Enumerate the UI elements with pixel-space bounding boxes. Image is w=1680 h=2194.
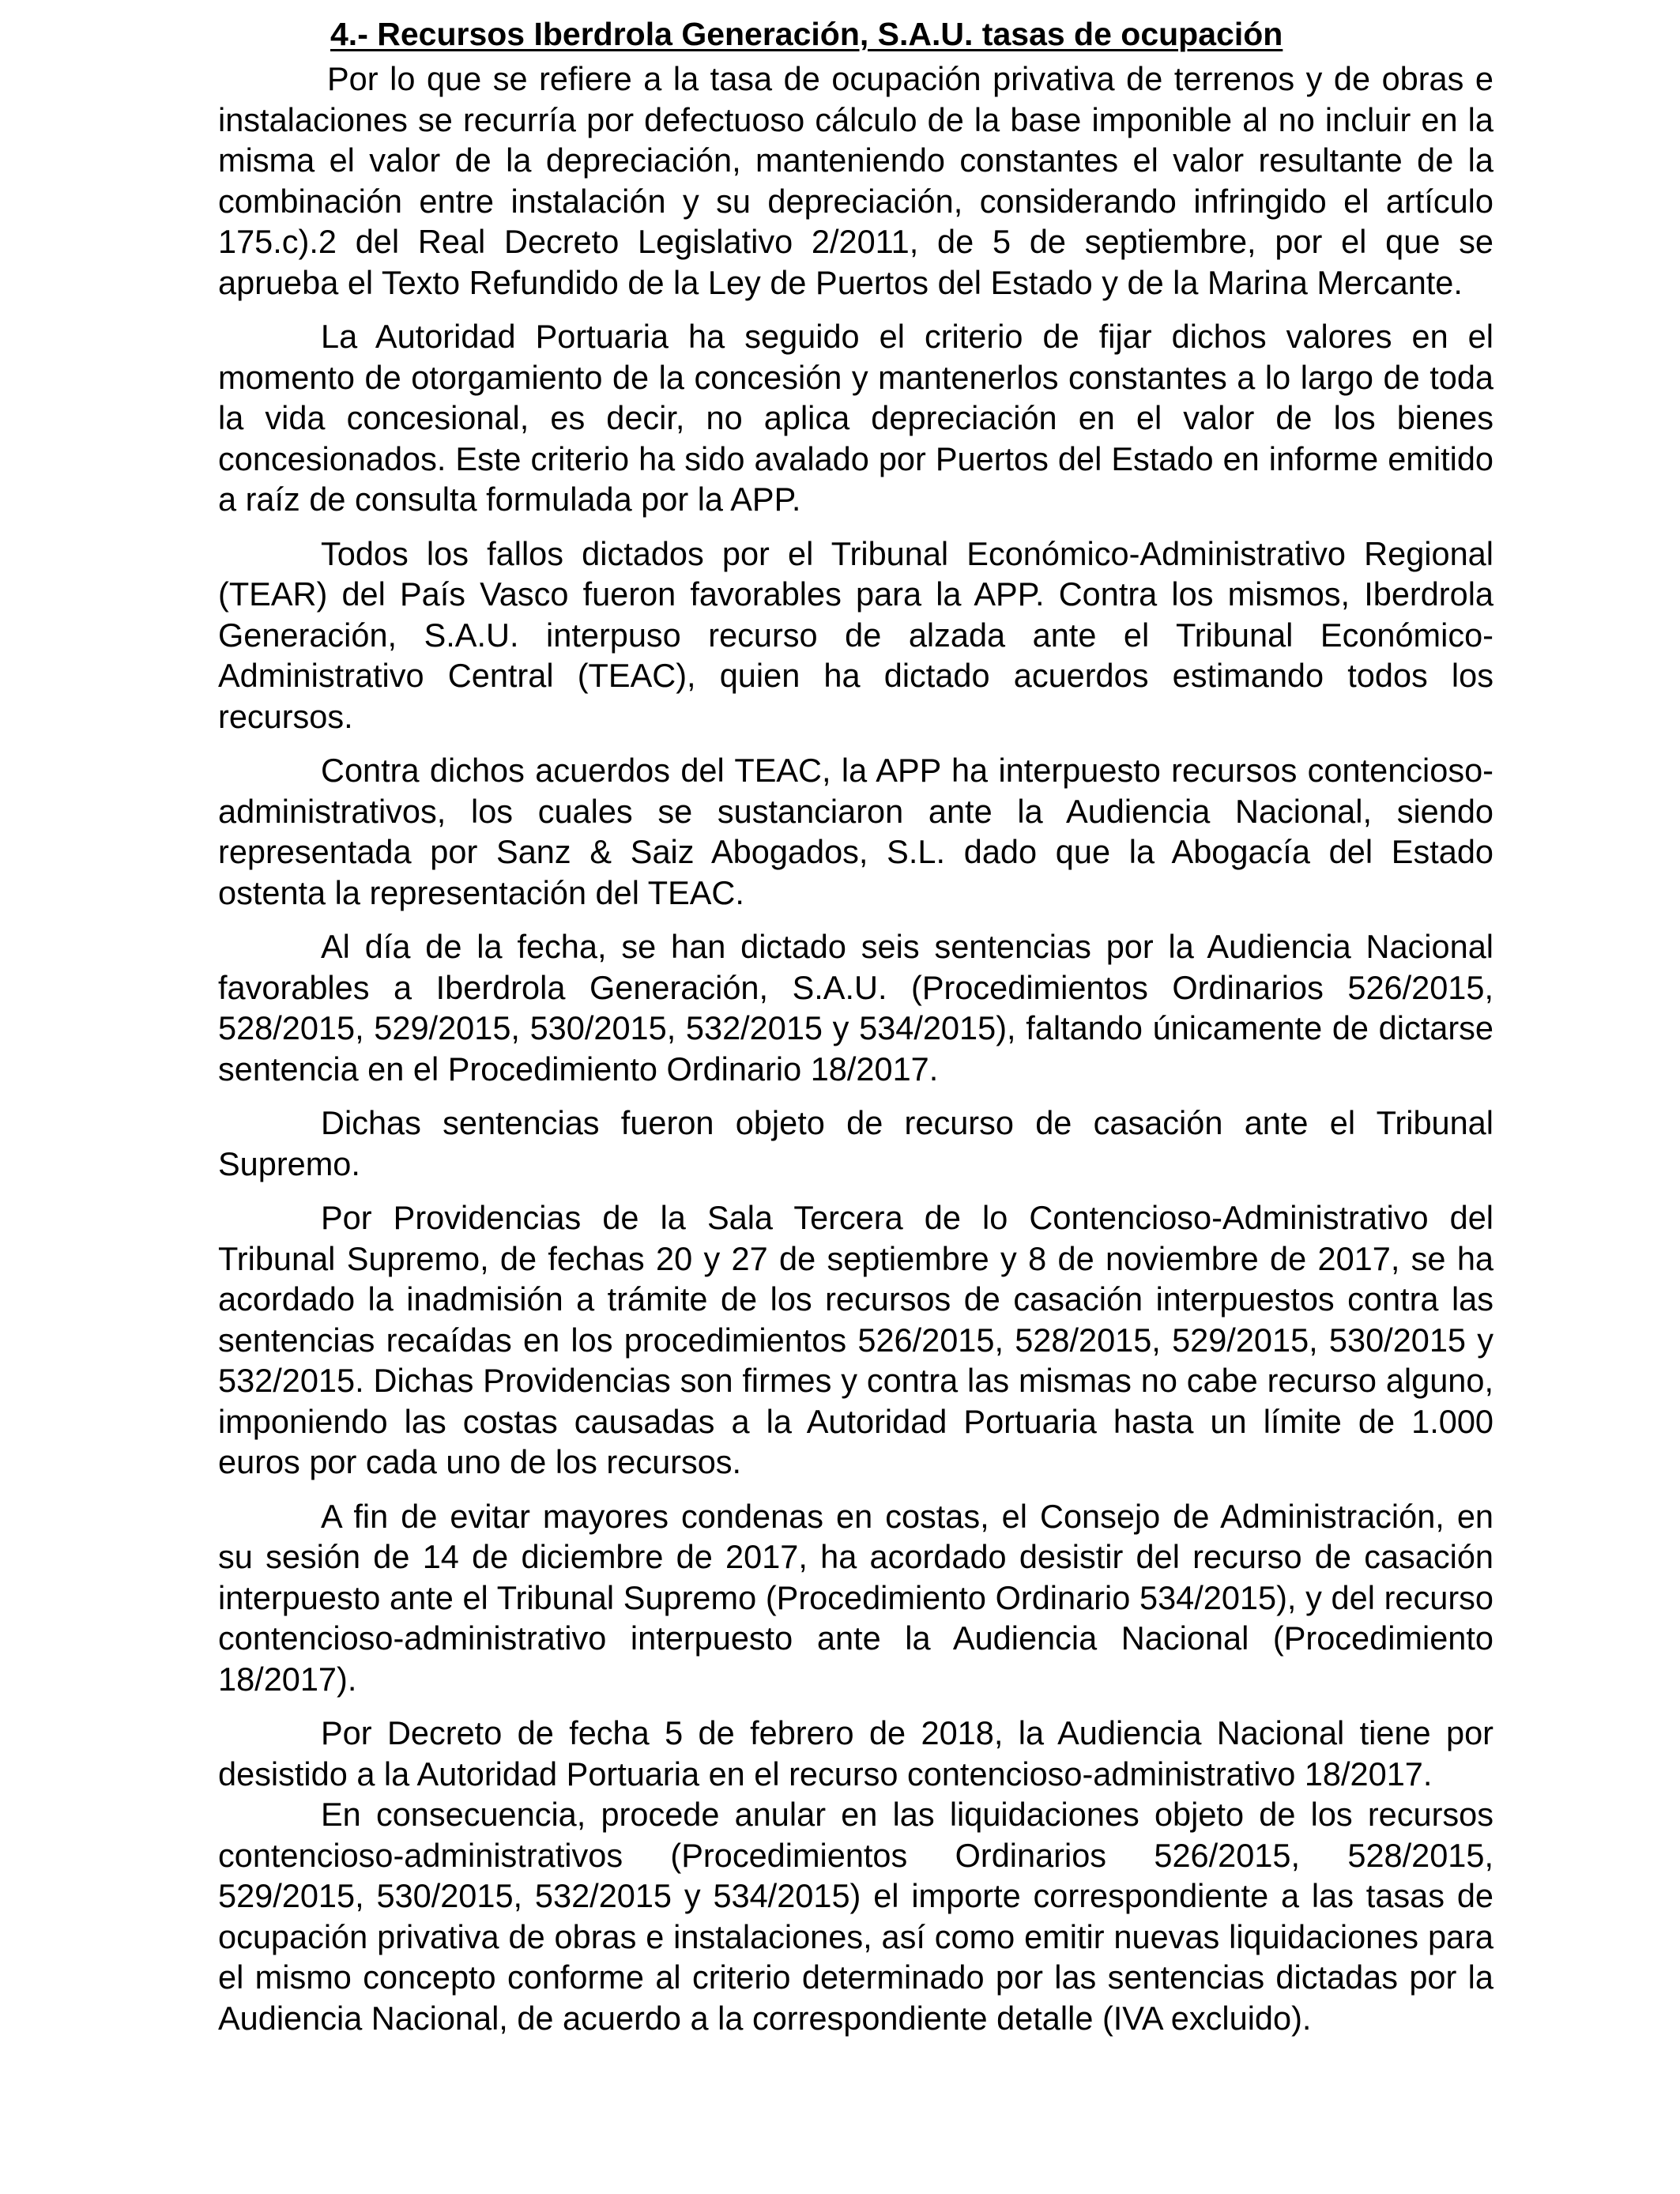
- document-page: [218, 14, 1494, 2038]
- paragraph-consequence: En consecuencia, procede anular en las liquidaciones objeto de los recursos contencioso-administrativos (Procedimientos Ordinarios 526/2015, 528/2015, 529/2015, 530/2015, 532/2015 y 534/2015) el importe correspondiente a las tasas de ocupación privativa de obras e instalaciones, así como emitir nuevas liquidaciones para el mismo concepto conforme al criterio determinado por las sentencias dictadas por la Audiencia Nacional, de acuerdo a la correspondiente detalle (IVA excluido).: [218, 1796, 1494, 2037]
- paragraph-cassation-appeal: Dichas sentencias fueron objeto de recurso de casación ante el Tribunal Supremo.: [218, 1104, 1494, 1182]
- paragraph-decree: Por Decreto de fecha 5 de febrero de 2018, la Audiencia Nacional tiene por desistido a la Autoridad Portuaria en el recurso contencioso-administrativo 18/2017.: [218, 1714, 1494, 1793]
- paragraph-audiencia-sentences: Al día de la fecha, se han dictado seis sentencias por la Audiencia Nacional favorables a Iberdrola Generación, S.A.U. (Procedimientos Ordinarios 526/2015, 528/2015, 529/2015, 530/2015, 532/2015 y 534/2015), faltando únicamente de dictarse sentencia en el Procedimiento Ordinario 18/2017.: [218, 928, 1494, 1088]
- paragraph-port-authority-criterion: La Autoridad Portuaria ha seguido el criterio de fijar dichos valores en el momento de otorgamiento de la concesión y mantenerlos constantes a lo largo de toda la vida concesional, es decir, no aplica depreciación en el valor de los bienes concesionados. Este criterio ha sido avalado por Puertos del Estado en informe emitido a raíz de consulta formulada por la APP.: [218, 318, 1494, 518]
- paragraph-tax-base-appeal: Por lo que se refiere a la tasa de ocupación privativa de terrenos y de obras e instalaciones se recurría por defectuoso cálculo de la base imponible al no incluir en la misma el valor de la depreciación, manteniendo constantes el valor resultante de la combinación entre instalación y su depreciación, considerando infringido el artículo 175.c).2 del Real Decreto Legislativo 2/2011, de 5 de septiembre, por el que se aprueba el Texto Refundido de la Ley de Puertos del Estado y de la Marina Mercante.: [218, 60, 1494, 301]
- paragraph-teac-appeals: Contra dichos acuerdos del TEAC, la APP ha interpuesto recursos contencioso-administrativos, los cuales se sustanciaron ante la Audiencia Nacional, siendo representada por Sanz & Saiz Abogados, S.L. dado que la Abogacía del Estado ostenta la representación del TEAC.: [218, 752, 1494, 911]
- paragraph-tear-rulings: Todos los fallos dictados por el Tribunal Económico-Administrativo Regional (TEAR) del País Vasco fueron favorables para la APP. Contra los mismos, Iberdrola Generación, S.A.U. interpuso recurso de alzada ante el Tribunal Económico-Administrativo Central (TEAC), quien ha dictado acuerdos estimando todos los recursos.: [218, 534, 1494, 735]
- paragraph-supreme-court-providencias: Por Providencias de la Sala Tercera de lo Contencioso-Administrativo del Tribunal Supremo, de fechas 20 y 27 de septiembre y 8 de noviembre de 2017, se ha acordado la inadmisión a trámite de los recursos de casación interpuestos contra las sentencias recaídas en los procedimientos 526/2015, 528/2015, 529/2015, 530/2015 y 532/2015. Dichas Providencias son firmes y contra las mismas no cabe recurso alguno, imponiendo las costas causadas a la Autoridad Portuaria hasta un límite de 1.000 euros por cada uno de los recursos.: [218, 1199, 1494, 1480]
- paragraph-board-withdrawal: A fin de evitar mayores condenas en costas, el Consejo de Administración, en su sesión de 14 de diciembre de 2017, ha acordado desistir del recurso de casación interpuesto ante el Tribunal Supremo (Procedimiento Ordinario 534/2015), y del recurso contencioso-administrativo interpuesto ante la Audiencia Nacional (Procedimiento 18/2017).: [218, 1497, 1494, 1698]
- section-heading: 4.- Recursos Iberdrola Generación, S.A.U. tasas de ocupación: [330, 16, 1283, 52]
